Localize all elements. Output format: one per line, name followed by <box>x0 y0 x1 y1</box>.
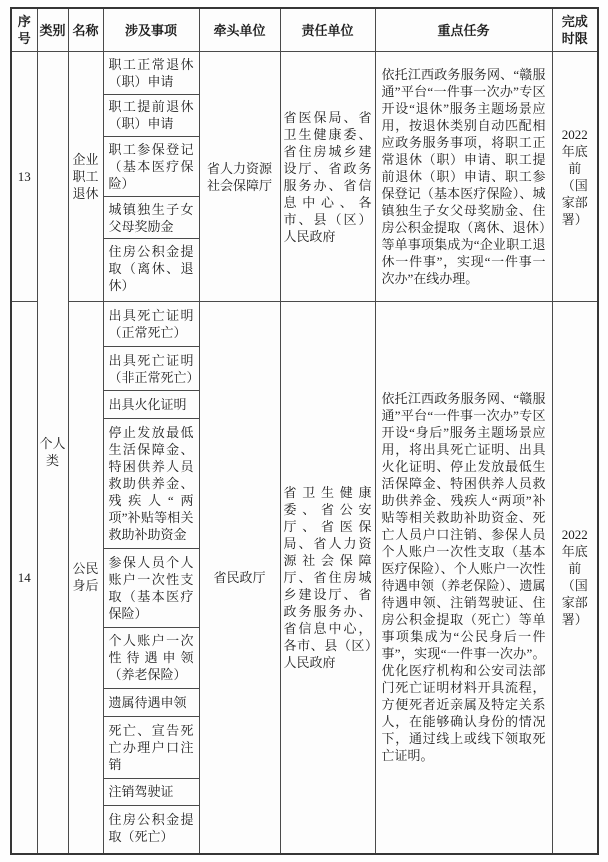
row13-lead-unit: 省人力资源社会保障厅 <box>199 52 280 302</box>
row14-responsible-unit: 省卫生健康委、省公安厅、省医保局、省人力资源社会保障厅、省住房城乡建设厅、省政务服务办、省信息中心，各市、县（区）人民政府 <box>280 302 375 854</box>
involved-item: 住房公积金提取（死亡） <box>108 812 194 845</box>
involved-item: 死亡、宣告死亡办理户口注销 <box>104 717 199 779</box>
involved-item: 个人账户一次性待遇申领（养老保险） <box>104 628 199 690</box>
row13-key-tasks: 依托江西政务服务网、“赣服通”平台“一件事一次办”专区开设“退休”服务主题场景应用，按退休类别自动匹配相应政务服务事项，将职工正常退休（职）申请、职工提前退休（职）申请、职工参保登记（基本医疗保险）、城镇独生子女父母奖励金、住房公积金提取（离休、退休）等单事项集成为“企业职工退休一件事”，实现“一件事一次办”在线办理。 <box>375 52 552 302</box>
involved-item: 注销驾驶证 <box>104 779 199 807</box>
involved-item: 参保人员个人账户一次性支取（基本医疗保险） <box>104 549 199 628</box>
involved-item: 出具死亡证明（正常死亡） <box>104 302 199 347</box>
col-header-category: 类别 <box>37 8 68 52</box>
col-header-responsible-unit: 责任单位 <box>280 8 375 52</box>
col-header-name: 名称 <box>68 8 103 52</box>
one-thing-once-table <box>10 7 599 855</box>
row14-key-tasks: 依托江西政务服务网、“赣服通”平台“一件事一次办”专区开设“身后”服务主题场景应用，将出具死亡证明、出具火化证明、停止发放最低生活保障金、特困供养人员救助供养金、残疾人“两项”补贴等相关救助补助资金、死亡人员户口注销、参保人员个人账户一次性支取（基本医疗保险）、个人账户一次性待遇申领（养老保险）、遗属待遇申领、注销驾驶证、住房公积金提取（死亡）等单事项集成为“公民身后一件事”，实现“一件事一次办”。优化医疗机构和公安司法部门死亡证明材料开具流程，方便死者近亲属及特定关系人，在能够确认身份的情况下，通过线上或线下领取死亡证明。 <box>375 302 552 854</box>
col-header-key-tasks: 重点任务 <box>375 8 552 52</box>
col-header-no: 序号 <box>11 8 37 52</box>
row13-deadline: 2022年底前（国家部署） <box>552 52 598 302</box>
involved-item: 停止发放最低生活保障金、特困供养人员救助供养金、残疾人“两项”补贴等相关救助补助资金 <box>104 419 199 549</box>
table-row-13 <box>11 52 598 302</box>
involved-item: 遗属待遇申领 <box>104 689 199 717</box>
row14-deadline: 2022年底前（国家部署） <box>552 302 598 854</box>
row13-involved-stack <box>104 52 199 298</box>
category-cell-personal: 个人类 <box>37 52 68 854</box>
involved-item: 住房公积金提取（离休、退休） <box>108 244 194 294</box>
col-header-deadline: 完成时限 <box>552 8 598 52</box>
col-header-involved-items: 涉及事项 <box>103 8 199 52</box>
row14-name: 公民身后 <box>68 302 103 854</box>
row13-name: 企业职工退休 <box>68 52 103 302</box>
row13-involved-items <box>103 52 199 302</box>
row14-involved-stack <box>104 302 199 850</box>
col-header-lead-unit: 牵头单位 <box>199 8 280 52</box>
involved-item: 出具死亡证明（非正常死亡） <box>104 347 199 392</box>
involved-item: 职工正常退休（职）申请 <box>104 52 199 95</box>
involved-item: 职工提前退休（职）申请 <box>104 95 199 138</box>
table-header-row <box>11 8 598 52</box>
row13-serial-number: 13 <box>11 52 37 302</box>
row14-lead-unit: 省民政厅 <box>199 302 280 854</box>
table-row-14 <box>11 302 598 854</box>
involved-item: 职工参保登记（基本医疗保险） <box>104 137 199 197</box>
row13-responsible-unit: 省医保局、省卫生健康委、省住房城乡建设厅、省政务服务办、省信息中心、各市、县（区）人民政府 <box>280 52 375 302</box>
involved-item: 城镇独生子女父母奖励金 <box>104 197 199 240</box>
row14-involved-items <box>103 302 199 854</box>
involved-item: 出具火化证明 <box>104 391 199 419</box>
row14-serial-number: 14 <box>11 302 37 854</box>
